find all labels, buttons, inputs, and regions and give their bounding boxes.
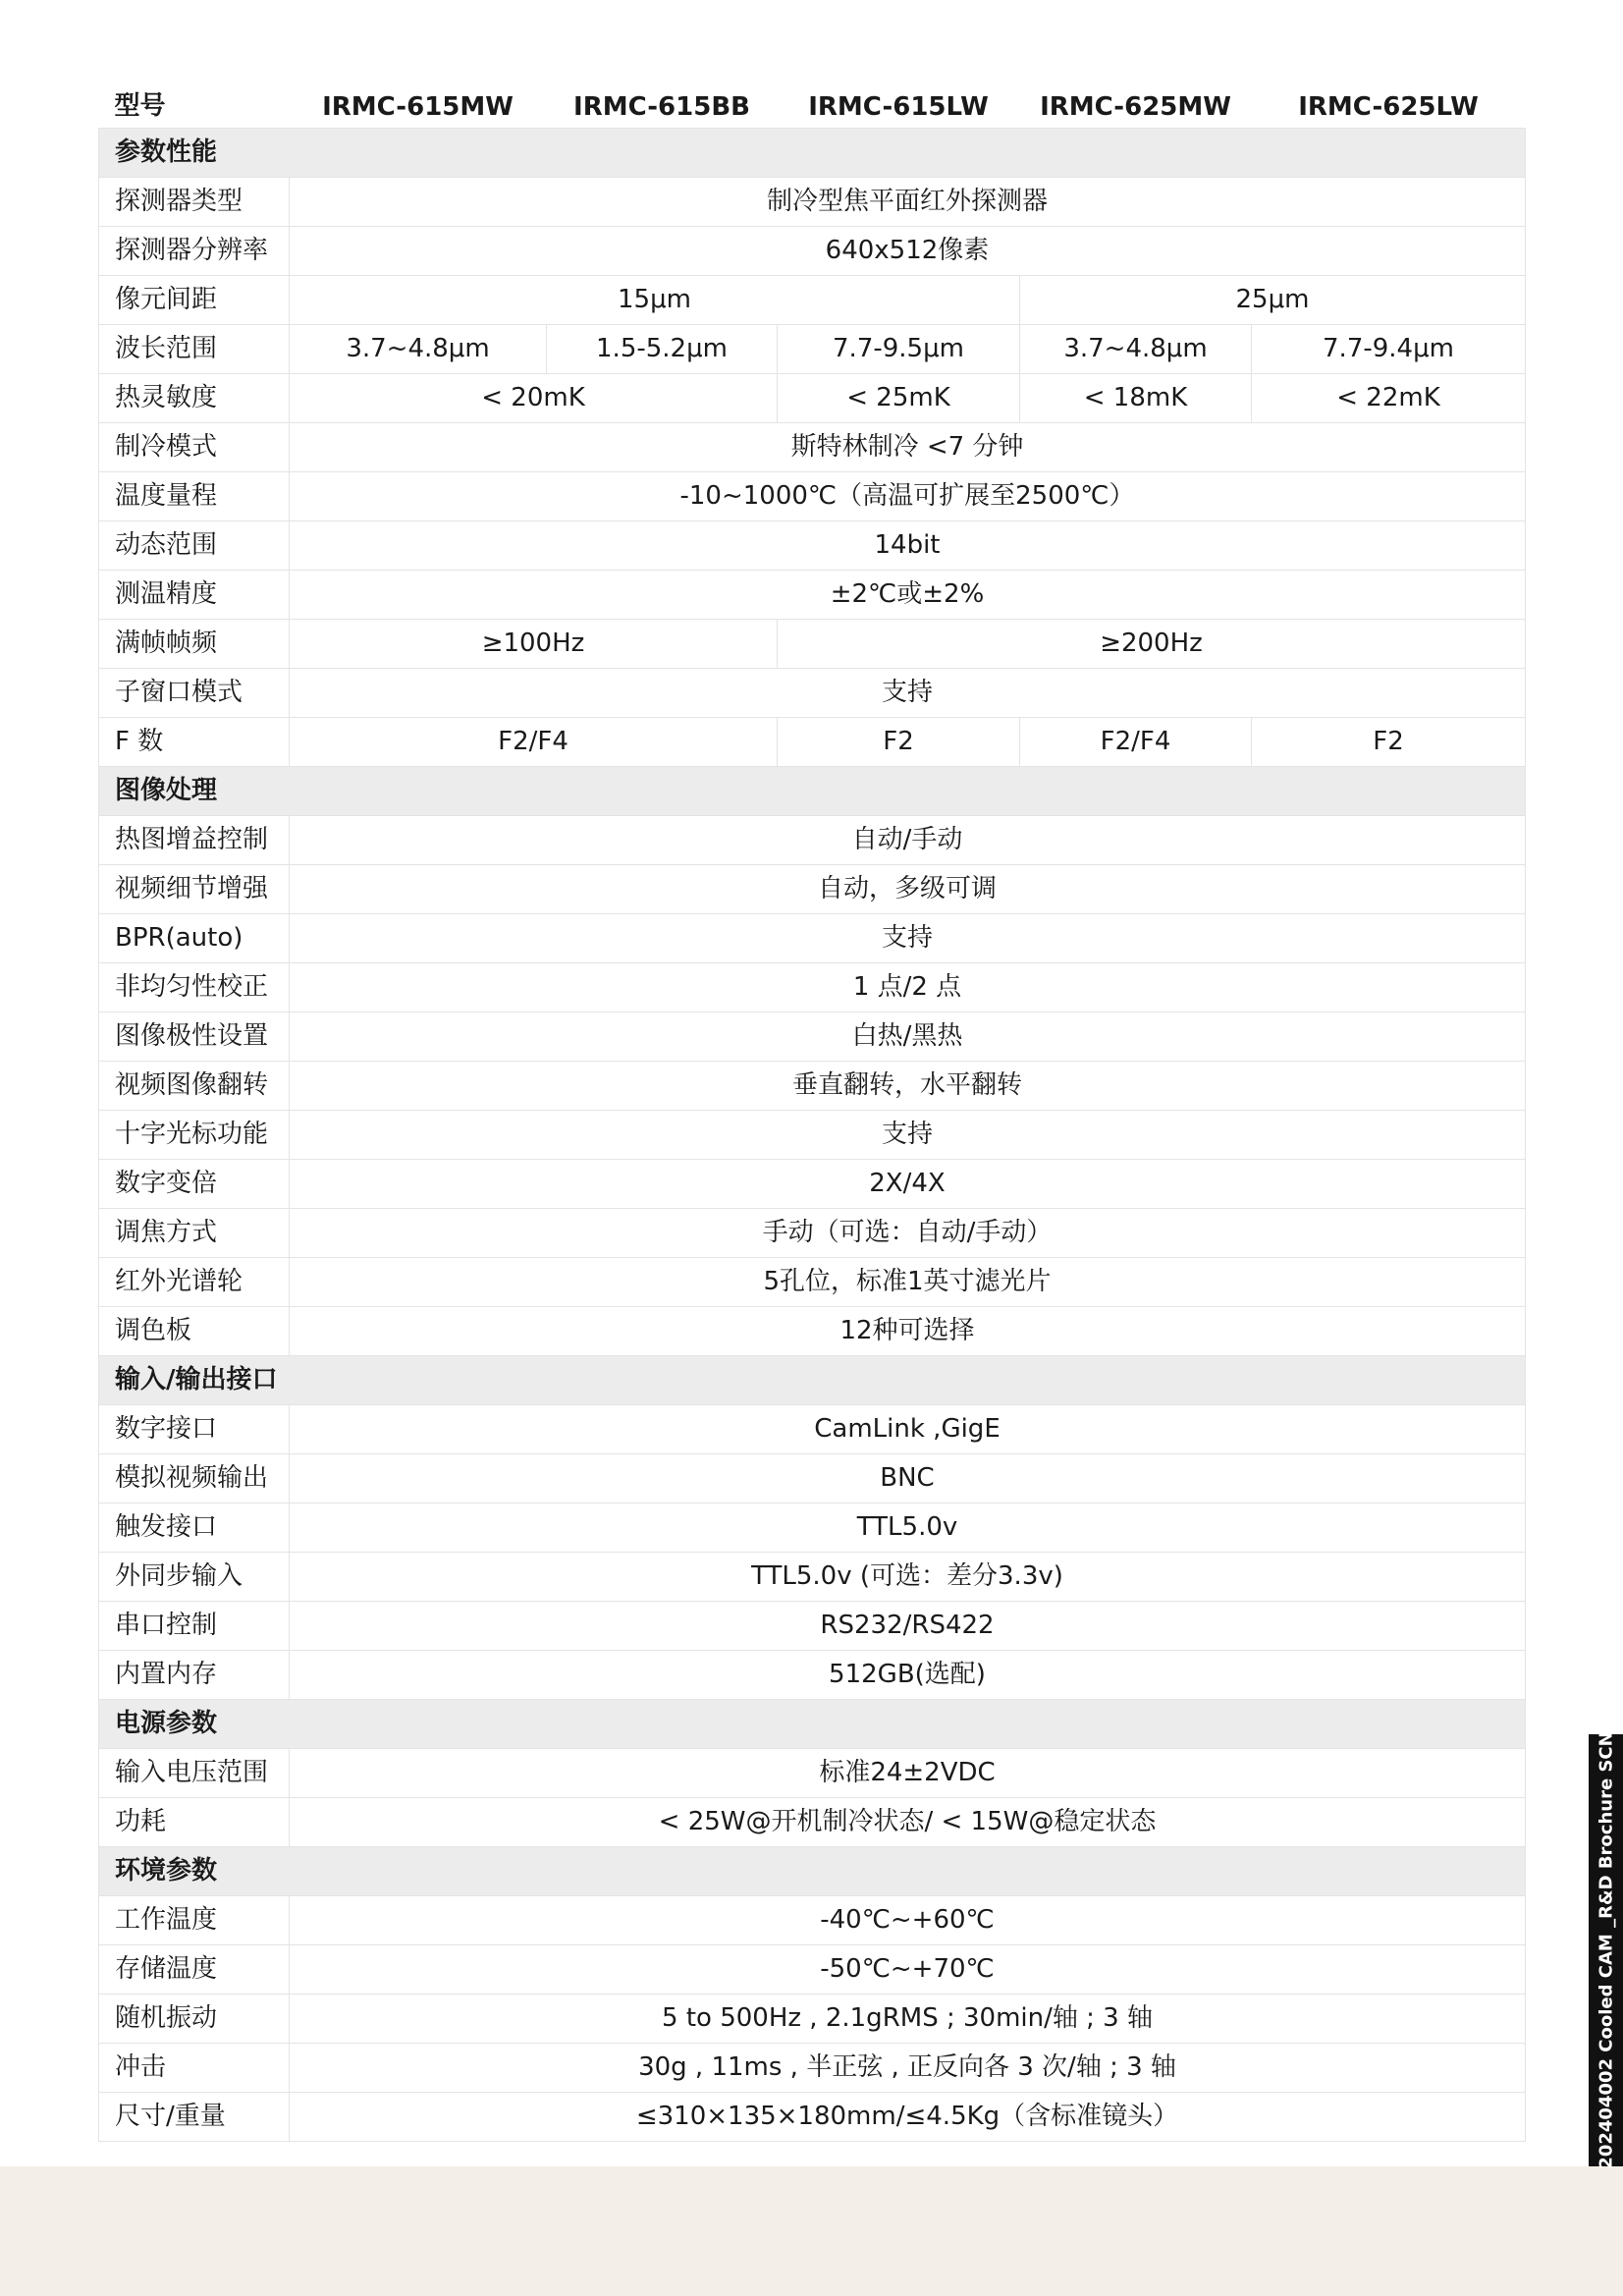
- table-row: [99, 1160, 1526, 1209]
- row-value: F2/F4: [1020, 718, 1252, 767]
- row-value: 支持: [290, 1111, 1526, 1160]
- row-label: 像元间距: [99, 276, 290, 325]
- row-value: -40℃~+60℃: [290, 1896, 1526, 1945]
- row-value: 自动/手动: [290, 816, 1526, 865]
- table-row: [99, 1111, 1526, 1160]
- table-row: [99, 1062, 1526, 1111]
- row-value: 白热/黑热: [290, 1012, 1526, 1062]
- row-label: 功耗: [99, 1798, 290, 1847]
- row-label: F 数: [99, 718, 290, 767]
- table-row: [99, 1454, 1526, 1503]
- row-value: F2: [778, 718, 1020, 767]
- section-header-row: [99, 1700, 1526, 1749]
- row-label: 十字光标功能: [99, 1111, 290, 1160]
- row-label: 外同步输入: [99, 1553, 290, 1602]
- row-label: 模拟视频输出: [99, 1454, 290, 1503]
- table-row: [99, 718, 1526, 767]
- table-row: [99, 1503, 1526, 1553]
- row-value: < 20mK: [290, 374, 778, 423]
- section-title: 电源参数: [99, 1700, 1526, 1749]
- row-label: 非均匀性校正: [99, 963, 290, 1012]
- model-name: IRMC-615MW: [290, 71, 547, 129]
- table-row: [99, 1945, 1526, 1995]
- footer-band: [0, 2166, 1623, 2296]
- row-value: 垂直翻转，水平翻转: [290, 1062, 1526, 1111]
- row-value: 5 to 500Hz , 2.1gRMS ; 30min/轴 ; 3 轴: [290, 1995, 1526, 2044]
- table-row: [99, 1209, 1526, 1258]
- spec-table: [98, 71, 1526, 2142]
- row-label: BPR(auto): [99, 914, 290, 963]
- row-value: < 25W@开机制冷状态/ < 15W@稳定状态: [290, 1798, 1526, 1847]
- row-value: -50℃~+70℃: [290, 1945, 1526, 1995]
- row-label: 图像极性设置: [99, 1012, 290, 1062]
- row-value: F2/F4: [290, 718, 778, 767]
- row-value: TTL5.0v (可选：差分3.3v): [290, 1553, 1526, 1602]
- section-title: 输入/输出接口: [99, 1356, 1526, 1405]
- row-value: BNC: [290, 1454, 1526, 1503]
- row-value: -10~1000℃（高温可扩展至2500℃）: [290, 472, 1526, 521]
- table-row: [99, 1553, 1526, 1602]
- row-value: 15μm: [290, 276, 1020, 325]
- row-value: 斯特林制冷 <7 分钟: [290, 423, 1526, 472]
- row-value: ±2℃或±2%: [290, 571, 1526, 620]
- section-title: 图像处理: [99, 767, 1526, 816]
- row-label: 视频细节增强: [99, 865, 290, 914]
- row-value: 14bit: [290, 521, 1526, 571]
- model-header-label: 型号: [99, 71, 290, 129]
- row-value: 7.7-9.5μm: [778, 325, 1020, 374]
- row-value: 30g , 11ms , 半正弦 , 正反向各 3 次/轴 ; 3 轴: [290, 2044, 1526, 2093]
- section-title: 环境参数: [99, 1847, 1526, 1896]
- row-value: 2X/4X: [290, 1160, 1526, 1209]
- section-title: 参数性能: [99, 129, 1526, 178]
- side-label-text: 202404002 Cooled CAM _R&D Brochure SCN: [1596, 1731, 1616, 2169]
- row-value: 自动，多级可调: [290, 865, 1526, 914]
- table-row: [99, 1012, 1526, 1062]
- table-row: [99, 865, 1526, 914]
- table-row: [99, 325, 1526, 374]
- row-value: < 25mK: [778, 374, 1020, 423]
- table-row: [99, 1602, 1526, 1651]
- row-value: 支持: [290, 914, 1526, 963]
- table-row: [99, 423, 1526, 472]
- row-label: 红外光谱轮: [99, 1258, 290, 1307]
- table-row: [99, 227, 1526, 276]
- row-label: 视频图像翻转: [99, 1062, 290, 1111]
- table-row: [99, 1995, 1526, 2044]
- section-header-row: [99, 129, 1526, 178]
- row-label: 触发接口: [99, 1503, 290, 1553]
- spec-body: [99, 129, 1526, 2142]
- row-label: 子窗口模式: [99, 669, 290, 718]
- model-name: IRMC-625MW: [1020, 71, 1252, 129]
- row-value: TTL5.0v: [290, 1503, 1526, 1553]
- row-value: ≥200Hz: [778, 620, 1526, 669]
- row-value: 5孔位，标准1英寸滤光片: [290, 1258, 1526, 1307]
- table-row: [99, 963, 1526, 1012]
- section-header-row: [99, 1356, 1526, 1405]
- row-value: CamLink ,GigE: [290, 1405, 1526, 1454]
- model-name: IRMC-615BB: [547, 71, 778, 129]
- row-label: 冲击: [99, 2044, 290, 2093]
- row-value: 3.7~4.8μm: [1020, 325, 1252, 374]
- row-label: 波长范围: [99, 325, 290, 374]
- row-value: RS232/RS422: [290, 1602, 1526, 1651]
- table-row: [99, 2093, 1526, 2142]
- row-value: < 18mK: [1020, 374, 1252, 423]
- row-label: 热灵敏度: [99, 374, 290, 423]
- row-value: 3.7~4.8μm: [290, 325, 547, 374]
- row-label: 内置内存: [99, 1651, 290, 1700]
- section-header-row: [99, 767, 1526, 816]
- model-header-row: [99, 71, 1526, 129]
- table-row: [99, 1798, 1526, 1847]
- row-label: 动态范围: [99, 521, 290, 571]
- table-row: [99, 1896, 1526, 1945]
- table-row: [99, 1258, 1526, 1307]
- table-row: [99, 914, 1526, 963]
- row-value: 标准24±2VDC: [290, 1749, 1526, 1798]
- row-value: 7.7-9.4μm: [1252, 325, 1526, 374]
- side-label: [1589, 1731, 1623, 2169]
- row-value: 1.5-5.2μm: [547, 325, 778, 374]
- row-label: 调焦方式: [99, 1209, 290, 1258]
- model-name: IRMC-615LW: [778, 71, 1020, 129]
- row-label: 温度量程: [99, 472, 290, 521]
- table-row: [99, 374, 1526, 423]
- row-label: 探测器分辨率: [99, 227, 290, 276]
- row-label: 数字变倍: [99, 1160, 290, 1209]
- row-value: 支持: [290, 669, 1526, 718]
- row-value: F2: [1252, 718, 1526, 767]
- table-row: [99, 276, 1526, 325]
- table-row: [99, 1749, 1526, 1798]
- row-label: 工作温度: [99, 1896, 290, 1945]
- table-row: [99, 1405, 1526, 1454]
- row-label: 探测器类型: [99, 178, 290, 227]
- row-label: 串口控制: [99, 1602, 290, 1651]
- table-row: [99, 620, 1526, 669]
- row-value: 640x512像素: [290, 227, 1526, 276]
- row-label: 尺寸/重量: [99, 2093, 290, 2142]
- table-row: [99, 571, 1526, 620]
- row-label: 测温精度: [99, 571, 290, 620]
- row-value: ≥100Hz: [290, 620, 778, 669]
- table-row: [99, 472, 1526, 521]
- row-label: 输入电压范围: [99, 1749, 290, 1798]
- table-row: [99, 178, 1526, 227]
- section-header-row: [99, 1847, 1526, 1896]
- table-row: [99, 521, 1526, 571]
- row-value: 25μm: [1020, 276, 1526, 325]
- table-row: [99, 1651, 1526, 1700]
- model-name: IRMC-625LW: [1252, 71, 1526, 129]
- row-label: 存储温度: [99, 1945, 290, 1995]
- row-value: 手动（可选：自动/手动）: [290, 1209, 1526, 1258]
- row-value: 制冷型焦平面红外探测器: [290, 178, 1526, 227]
- row-label: 满帧帧频: [99, 620, 290, 669]
- table-row: [99, 816, 1526, 865]
- row-value: ≤310×135×180mm/≤4.5Kg（含标准镜头）: [290, 2093, 1526, 2142]
- table-row: [99, 2044, 1526, 2093]
- table-row: [99, 669, 1526, 718]
- row-label: 热图增益控制: [99, 816, 290, 865]
- row-label: 数字接口: [99, 1405, 290, 1454]
- row-value: 512GB(选配): [290, 1651, 1526, 1700]
- row-label: 随机振动: [99, 1995, 290, 2044]
- row-value: < 22mK: [1252, 374, 1526, 423]
- table-row: [99, 1307, 1526, 1356]
- row-label: 调色板: [99, 1307, 290, 1356]
- row-label: 制冷模式: [99, 423, 290, 472]
- row-value: 1 点/2 点: [290, 963, 1526, 1012]
- row-value: 12种可选择: [290, 1307, 1526, 1356]
